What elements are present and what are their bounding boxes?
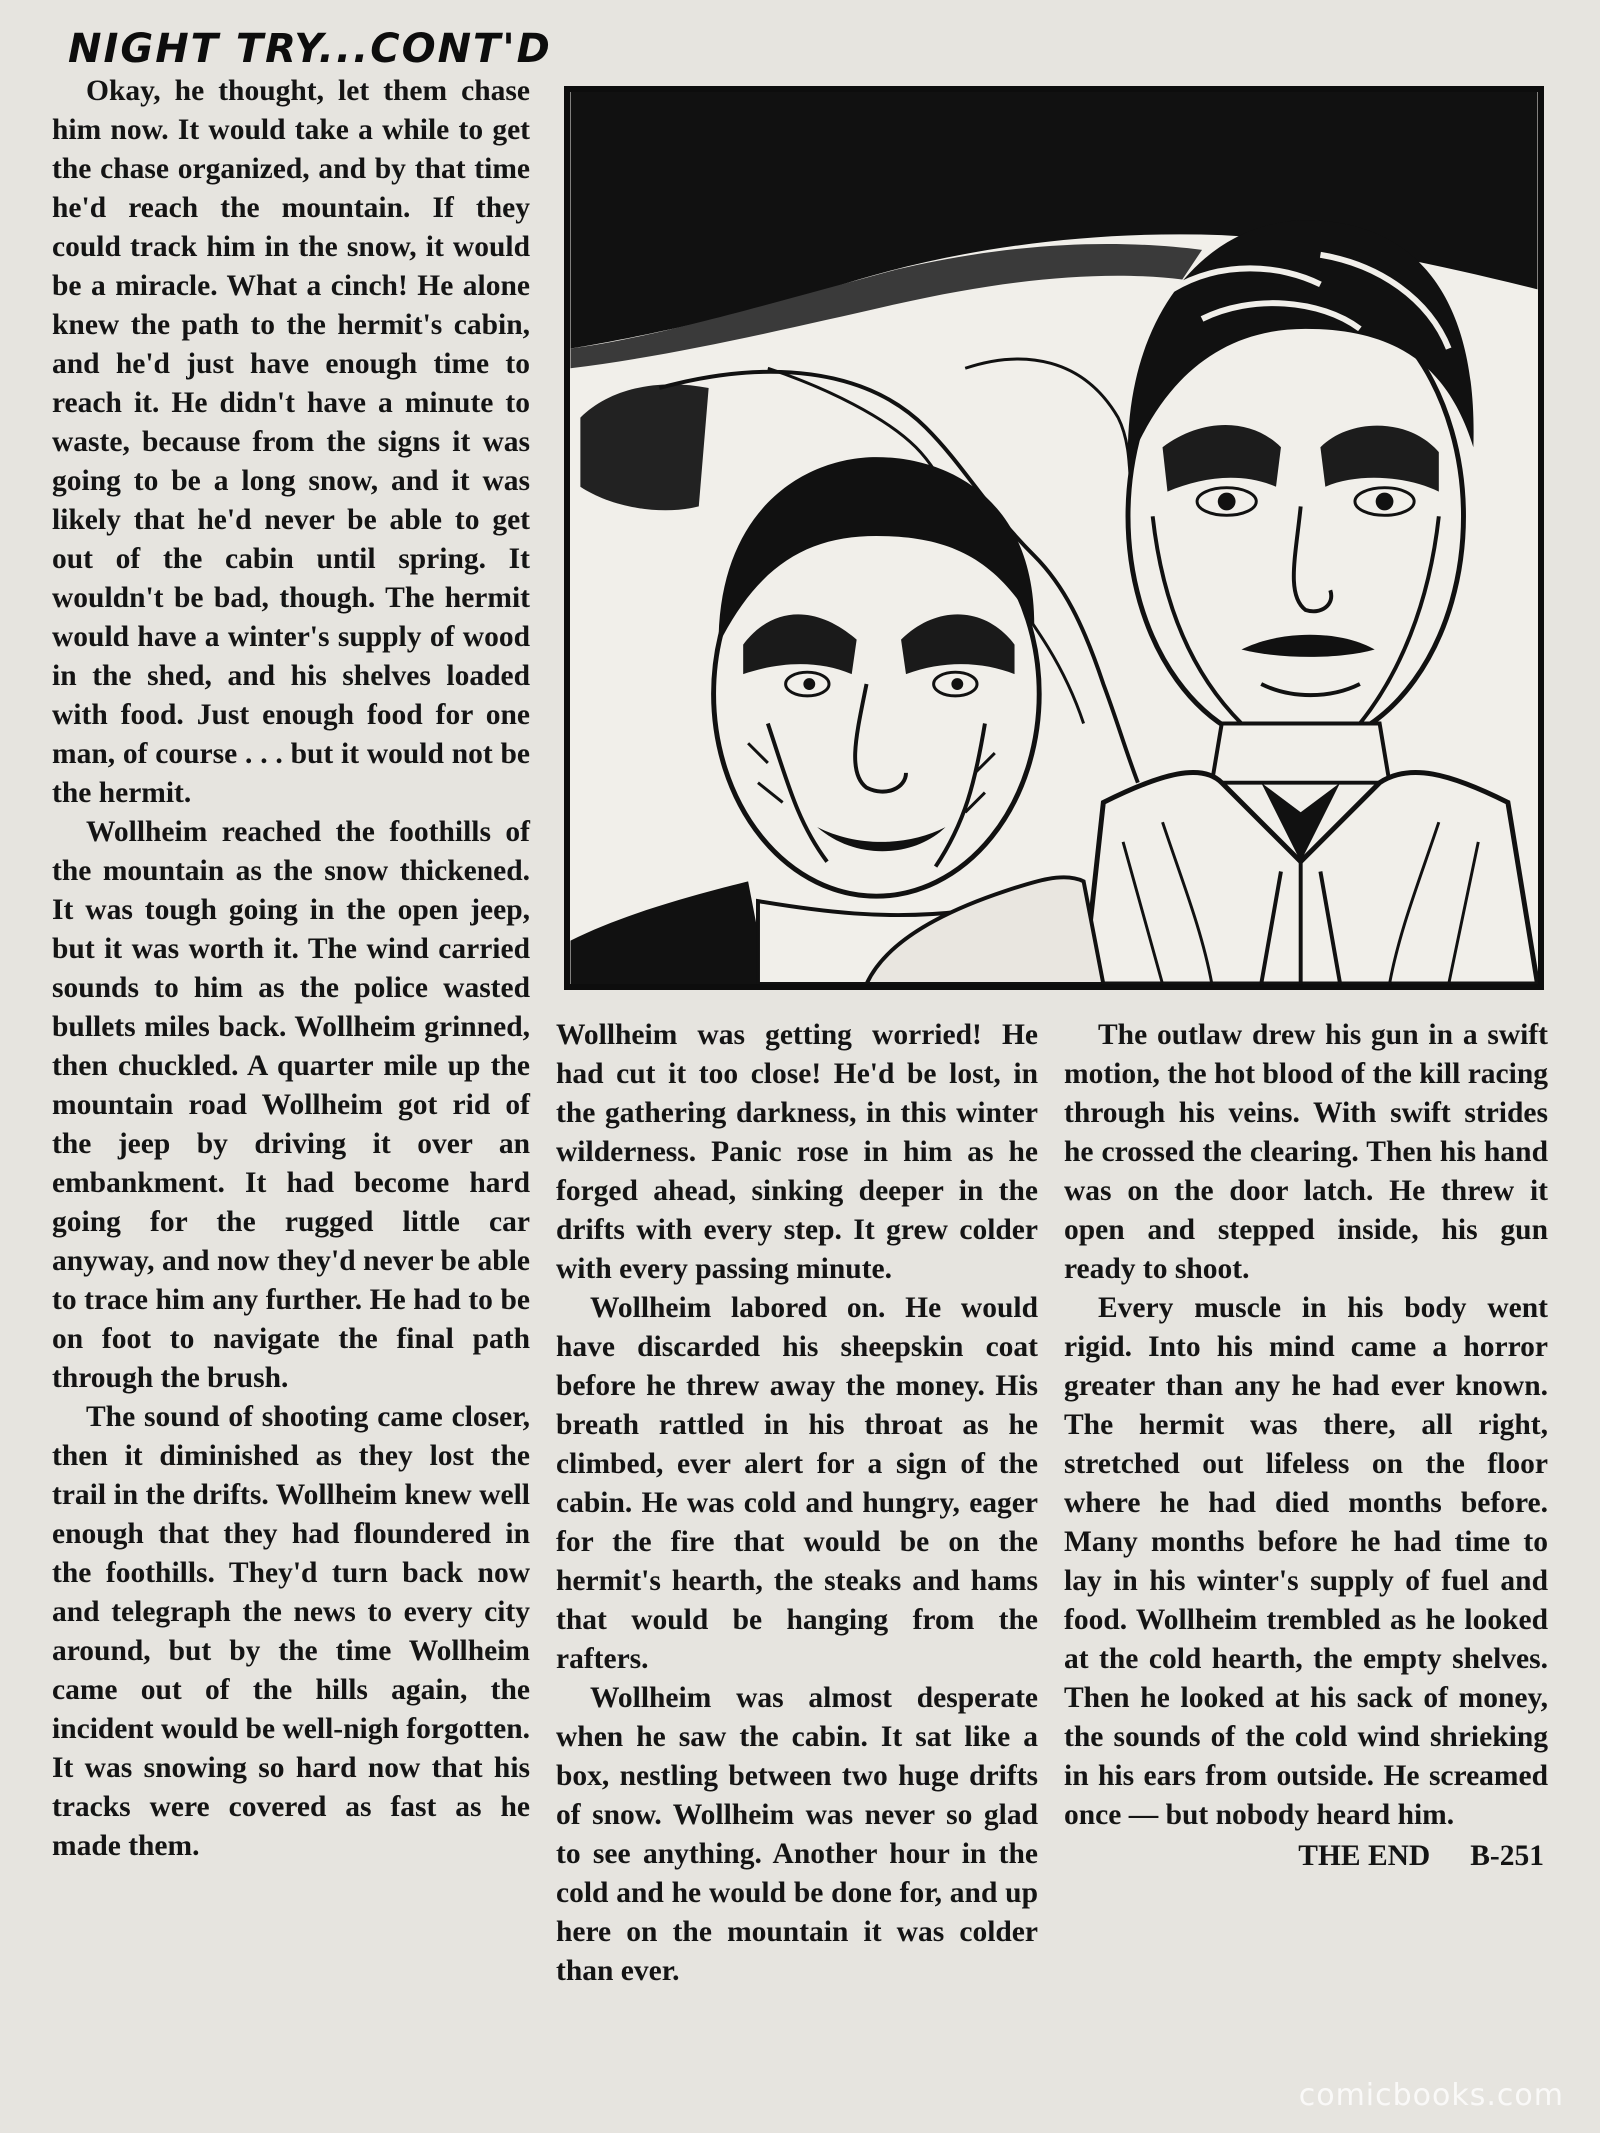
comic-panel-two-men-icon (570, 92, 1538, 984)
paragraph: Every muscle in his body went rigid. Into his mind came a horror greater than any he had ever known. The hermit was there, all right, stretched out lifeless on the floor where he had died months before. Many months before he had time to lay in his winter's supply of fuel and food. Wollheim trembled as he looked at the cold hearth, the empty shelves. Then he looked at his sack of money, the sounds of the cold wind shrieking in his ears from outside. He screamed once — but nobody heard him. (1064, 1292, 1548, 1831)
text-column-2 (556, 1016, 1038, 1991)
paragraph: The sound of shooting came closer, then it diminished as they lost the trail in the drifts. Wollheim knew well enough that they had floundered in the foothills. They'd turn back now and telegraph the news to every city around, but by the time Wollheim came out of the hills again, the incident would be well-nigh forgotten. It was snowing so hard now that his tracks were covered as fast as he made them. (52, 1401, 530, 1862)
paragraph: Wollheim reached the foothills of the mountain as the snow thickened. It was tough going in the open jeep, but it was worth it. The wind carried sounds to him as the police wasted bullets miles back. Wollheim grinned, then chuckled. A quarter mile up the mountain road Wollheim got rid of the jeep by driving it over an embankment. It had become hard going for the rugged little car anyway, and now they'd never be able to trace him any further. He had to be on foot to navigate the final path through the brush. (52, 816, 530, 1394)
watermark: comicbooks.com (1298, 2078, 1564, 2113)
story-title: NIGHT TRY...CONT'D (68, 26, 552, 72)
end-line (1064, 1837, 1548, 1876)
paragraph: Wollheim was getting worried! He had cut it too close! He'd be lost, in the gathering darkness, in this winter wilderness. Panic rose in him as he forged ahead, sinking deeper in the drifts with every step. It grew colder with every passing minute. (556, 1019, 1038, 1285)
the-end-label: THE END (1298, 1840, 1431, 1872)
paragraph: Wollheim was almost desperate when he saw the cabin. It sat like a box, nestling between two huge drifts of snow. Wollheim was never so glad to see anything. Another hour in the cold and he would be done for, and up here on the mountain it was colder than ever. (556, 1682, 1038, 1987)
comic-panel (564, 86, 1544, 990)
paragraph: The outlaw drew his gun in a swift motion, the hot blood of the kill racing through his veins. With swift strides he crossed the clearing. Then his hand was on the door latch. He threw it open and stepped inside, his gun ready to shoot. (1064, 1019, 1548, 1285)
text-column-3 (1064, 1016, 1548, 1876)
paragraph: Wollheim labored on. He would have discarded his sheepskin coat before he threw away the money. His breath rattled in his throat as he climbed, ever alert for a sign of the cabin. He was cold and hungry, eager for the fire that would be on the hermit's hearth, the steaks and hams that would be hanging from the rafters. (556, 1292, 1038, 1675)
text-column-1 (52, 72, 530, 1866)
page-code: B-251 (1470, 1840, 1544, 1872)
paragraph: Okay, he thought, let them chase him now. It would take a while to get the chase organized, and by that time he'd reach the mountain. If they could track him in the snow, it would be a miracle. What a cinch! He alone knew the path to the hermit's cabin, and he'd just have enough time to reach it. He didn't have a minute to waste, because from the signs it was going to be a long snow, and it was likely that he'd never be able to get out of the cabin until spring. It wouldn't be bad, though. The hermit would have a winter's supply of wood in the shed, and his shelves loaded with food. Just enough food for one man, of course . . . but it would not be the hermit. (52, 75, 530, 809)
